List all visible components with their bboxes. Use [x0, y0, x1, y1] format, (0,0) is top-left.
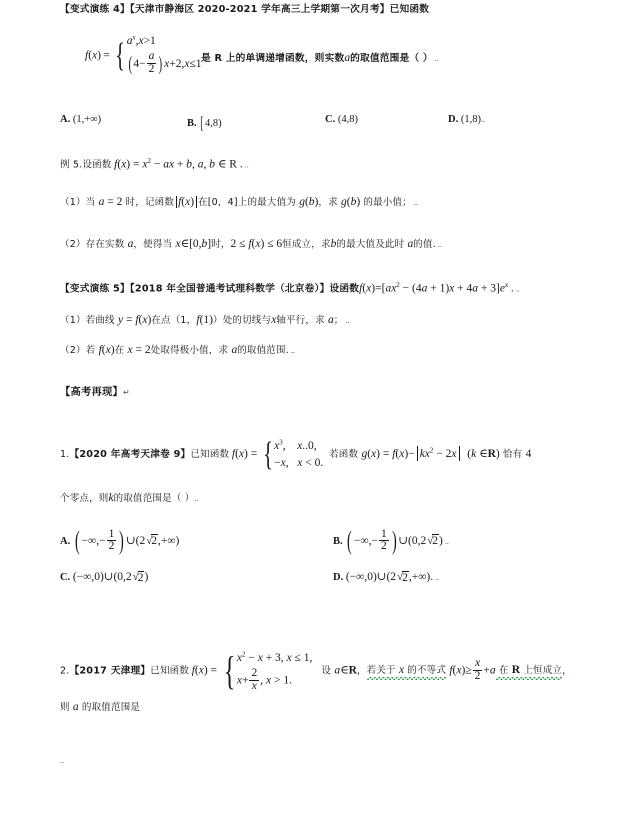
abs-bar-right [459, 446, 460, 461]
section-gaokao-title-text: 【高考再现】 [60, 386, 123, 398]
option-g1-a-value: ( −∞,− $\frac{1}{2}$ ) ∪(2√2,+∞) [74, 526, 180, 555]
option-g1-a-letter: A. [60, 535, 71, 547]
piecewise-row-2: x+ $\frac{2}{x}$ , x > 1. [236, 667, 292, 692]
piecewise-g1 [260, 435, 324, 473]
piecewise-g2 [220, 649, 313, 693]
problem-g1-line1: 1.【2020 年高考天津卷 9】已知函数 f(x) = { $x^3$, x..0, −x, x < 0. 若函数 $g(x) = f(x)- kx^2 - 2x$ (k ∈R) 恰有 4 [60, 435, 532, 473]
option-v4-a-letter: A. [60, 114, 71, 125]
grammar-flag-1: 若关于 x 的不等式 [366, 664, 447, 677]
problem-v4-header-prefix: 【变式演练 4】 [60, 4, 130, 15]
option-v4-b-value: [4,8) [200, 113, 222, 132]
option-g1-b-letter: B. [333, 535, 343, 547]
problem-v5-header: 【变式演练 5】【2018 年全国普通考试理科数学（北京卷）】设函数$f(x)=[ax^2 - (4a + 1)x + 4a + 3]e^x$ . .. [60, 282, 520, 295]
problem-g2-line2: 则 a 的取值范围是 [60, 701, 141, 713]
problem-g2-line1: 2.【2017 天津理】已知函数 f(x) = { $x^2 - x + 3$, x ≤ 1, x+ $\frac{2}{x}$ , x > 1. 设 a∈R，若关于 x 的不等式 f(x)≥ $\frac{x}{2}$ +a 在 R 上恒成立， [60, 647, 572, 693]
option-g1-d[interactable]: D. (−∞,0)∪(2√2,+∞). .. [333, 571, 440, 584]
piecewise-row-1: $x^3$, x..0, [274, 439, 317, 452]
option-v4-d[interactable]: D. (1,8).. [448, 114, 485, 125]
formula-lhs: f [85, 49, 89, 62]
piecewise-row-2: −x, x < 0. [274, 456, 324, 469]
problem-v4-header-suffix: 已知函数 [389, 4, 430, 15]
left-brace: { [263, 435, 273, 473]
option-v4-c-value: (4,8) [337, 114, 358, 125]
option-v4-c[interactable] [325, 114, 358, 126]
problem-g2-label: 2. [60, 665, 70, 677]
problem-v4-tail-text-2: 的取值范围是（ ） [350, 53, 433, 64]
abs-bar-left [176, 196, 177, 208]
problem-v4-header [60, 4, 429, 16]
problem-g1-source: 【2020 年高考天津卷 9】 [69, 449, 191, 461]
option-g1-c-letter: C. [60, 572, 71, 583]
problem-g1-lead: 已知函数 [190, 449, 230, 461]
piecewise-row-2: ( 4− $\frac{a}{2}$ ) x+2,x≤1 [128, 50, 202, 76]
option-g1-d-letter: D. [333, 572, 344, 583]
problem-v5-sub1: （1）若曲线 y = f(x)在点（1，f(1)）处的切线与x轴平行，求 a； .. [60, 314, 350, 326]
problem-v5-header-prefix: 【变式演练 5】 [60, 283, 130, 295]
option-v4-b[interactable] [187, 114, 222, 133]
option-v4-a-value: (1,+∞) [72, 114, 102, 125]
abs-bar-left [417, 446, 418, 461]
left-brace: { [115, 36, 126, 74]
problem-li5-label: 例 5. [60, 159, 83, 171]
trailing-mark: .. [60, 756, 64, 765]
problem-g1-label: 1. [60, 449, 70, 461]
problem-v5-header-body: 设函数 [329, 283, 360, 295]
piecewise-v4 [112, 33, 201, 79]
problem-li5-sub1: （1）当 a = 2 时，记函数 f(x) 在[0，4]上的最大值为 g(b)，求 g(b) 的最小值； .. [60, 196, 418, 208]
option-g1-b-value: ( −∞,− $\frac{1}{2}$ ) ∪(0,2√2) [347, 526, 443, 555]
piecewise-row-1: $x^2 - x + 3$, x ≤ 1, [236, 651, 313, 664]
option-g1-d-value: (−∞,0)∪(2√2,+∞). [345, 571, 434, 584]
problem-li5-stem: 例 5.设函数 $f(x) = x^2$ − ax + b, a, b ∈ R . .. [60, 158, 249, 171]
abs-bar-right [196, 196, 197, 208]
section-gaokao-title [60, 387, 130, 399]
option-v4-d-value: (1,8) [460, 114, 481, 125]
problem-v4-formula: f(x) = { $a^x,x>1$ ( 4− $\frac{a}{2}$ ) x+2,x≤1 [85, 33, 202, 79]
grammar-flag-2: 在 R 上恒成立 [495, 664, 563, 677]
problem-g2-lead: 已知函数 [150, 665, 190, 677]
paragraph-mark: ↵ [122, 388, 130, 397]
option-g1-c-value: (−∞,0)∪(0,2√2) [72, 571, 149, 584]
problem-g2-source: 【2017 天津理】 [69, 665, 151, 677]
option-g1-c[interactable] [60, 570, 148, 584]
problem-g1-line2: 个零点，则k的取值范围是（ ）.. [60, 492, 199, 504]
problem-v5-header-source: 【2018 年全国普通考试理科数学（北京卷）】 [129, 283, 330, 295]
problem-v4-header-source: 【天津市静海区 2020-2021 学年高三上学期第一次月考】 [129, 4, 390, 15]
problem-li5-sub2: （2）存在实数 a，使得当 x∈[0,b]时，2 ≤ f(x) ≤ 6恒成立，求b的最大值及此时 a的值. .. [60, 238, 442, 250]
option-v4-a[interactable] [60, 114, 101, 126]
option-g1-a[interactable] [60, 527, 179, 556]
problem-v4-tail-text-1: 是 R 上的单调递增函数，则实数 [201, 53, 345, 64]
option-g1-b[interactable]: B. ( −∞,− $\frac{1}{2}$ ) ∪(0,2√2) .. [333, 526, 449, 555]
option-v4-c-letter: C. [325, 114, 336, 125]
problem-v5-sub2: （2）若 f(x)在 x = 2处取得极小值，求 a的取值范围. .. [60, 344, 295, 356]
problem-v4-tail: 是 R 上的单调递增函数，则实数a的取值范围是（ ） .. [201, 52, 439, 64]
option-v4-b-letter: B. [187, 117, 197, 129]
option-v4-d-letter: D. [448, 114, 459, 125]
left-brace: { [223, 647, 236, 693]
problem-li5-text: 设函数 [82, 159, 112, 171]
problem-v4-tail-var: a [344, 52, 351, 64]
piecewise-row-1: $a^x,x>1$ [126, 34, 156, 47]
